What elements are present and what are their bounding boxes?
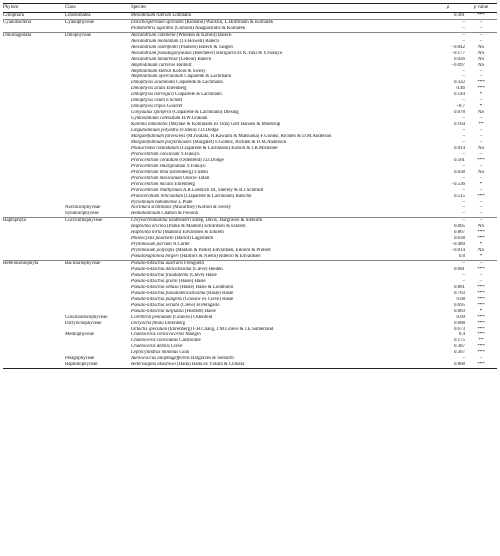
species-authority: (Ehrenberg) F.Stein bbox=[169, 169, 208, 175]
cell-rho: – bbox=[462, 356, 465, 362]
cell-rho: – bbox=[462, 163, 465, 169]
cell-p-value: – bbox=[479, 139, 483, 145]
cell-p-value: * bbox=[479, 254, 483, 260]
species-authority: Hargraves & Sieburth bbox=[190, 356, 234, 362]
cell-rho: 0.515 bbox=[453, 193, 465, 199]
species-authority: Lohmann bbox=[172, 12, 192, 18]
cell-p-value: – bbox=[479, 74, 483, 80]
species-authority: N.Carter bbox=[172, 242, 190, 248]
cell-rho: −0.014 bbox=[451, 248, 465, 254]
cell-p-value: – bbox=[467, 32, 497, 38]
cell-rho: – bbox=[462, 211, 465, 217]
species-name: Dolichospermum spiroides bbox=[131, 19, 184, 25]
species-name: Prorocentrum concavum bbox=[131, 151, 180, 157]
species-authority: (Manton & Parke) Edvardsen, Eikrem & Probert bbox=[175, 248, 271, 254]
species-name: Leptocylindrus minimus bbox=[131, 350, 179, 356]
cell-rho: 0.387 bbox=[453, 344, 465, 350]
species-name: Prymnesium parvum bbox=[131, 242, 172, 248]
species-name: Alexandrium tamarense bbox=[131, 56, 178, 62]
species-authority: (Cleve) H.Peragallo bbox=[180, 302, 220, 308]
cell-p-value: NS bbox=[477, 110, 485, 116]
species-name: Corethron pennatum bbox=[131, 314, 172, 320]
cell-phylum: Cyanobacteria bbox=[3, 19, 65, 25]
cell-p-value: – bbox=[479, 151, 483, 157]
species-authority: Ehrenberg bbox=[164, 320, 186, 326]
cell-class: Litostomatea bbox=[65, 12, 91, 18]
cell-p-value: *** bbox=[477, 86, 485, 92]
species-name: Chaetoceros convolutus bbox=[131, 338, 178, 344]
species-name: Pseudo-nitzschia seriata bbox=[131, 302, 180, 308]
cell-p-value: *** bbox=[477, 236, 485, 242]
cell-class: Mediophyceae bbox=[65, 332, 94, 338]
cell-p-value: *** bbox=[477, 296, 485, 302]
cell-rho: 0.014 bbox=[453, 145, 465, 151]
species-name: Pseudo-nitzschia fraudulenta bbox=[131, 272, 189, 278]
cell-p-value: *** bbox=[477, 332, 485, 338]
cell-p-value: – bbox=[479, 38, 483, 44]
cell-phylum bbox=[3, 362, 65, 368]
species-authority: Cleve bbox=[171, 344, 183, 350]
cell-class: Coccolithophyceae bbox=[65, 218, 131, 224]
species-name: Haptolina hirta bbox=[131, 230, 162, 236]
species-name: Alexandrium catenella bbox=[131, 32, 176, 38]
cell-p-value: NS bbox=[477, 169, 485, 175]
species-authority: L.Plate bbox=[178, 199, 193, 205]
species-authority: (Macartney) Kofoid & Swezy bbox=[172, 205, 232, 211]
cell-rho: – bbox=[431, 19, 467, 25]
cell-class: Raphidophyceae bbox=[65, 362, 131, 368]
species-name: Amphidinium klebsii bbox=[131, 68, 172, 74]
species-name: Chrysochromulina leadbeateri bbox=[131, 218, 191, 224]
species-authority: (Lebour) Balech bbox=[178, 56, 212, 62]
species-name: Alexandrium pseudogonyaulax bbox=[131, 50, 192, 56]
cell-p-value: *** bbox=[477, 193, 485, 199]
species-authority: Y.Fukuyo bbox=[186, 163, 206, 169]
cell-rho: – bbox=[462, 199, 465, 205]
cell-rho: 0.561 bbox=[453, 157, 465, 163]
cell-rho: 0.803 bbox=[453, 308, 465, 314]
species-authority: (F.Stein) J.D.Dodge bbox=[179, 128, 219, 134]
cell-rho: 0.4 bbox=[458, 332, 465, 338]
cell-phylum: Haptophyta bbox=[3, 218, 65, 224]
cell-class: Dinophyceae bbox=[65, 32, 131, 38]
cell-p-value: NS bbox=[477, 50, 485, 56]
cell-p-value: * bbox=[479, 92, 483, 98]
species-authority: (Grunow) Ostenfeld bbox=[172, 314, 213, 320]
cell-class: Dictyochophyceae bbox=[65, 320, 102, 326]
cell-p-value: – bbox=[479, 272, 483, 278]
species-authority: (Hariot) Lagerheim bbox=[175, 236, 214, 242]
cell-p-value: *** bbox=[477, 157, 485, 163]
species-name: Prorocentrum cordatum bbox=[131, 157, 179, 163]
cell-p-value: – bbox=[479, 199, 483, 205]
cell-p-value: – bbox=[479, 128, 483, 134]
table-row bbox=[3, 12, 497, 19]
species-authority: (Margalef) F.Gómez, Richlen & D.M.Anderson bbox=[192, 139, 287, 145]
species-name: Mesodinium rubrum bbox=[131, 12, 172, 18]
cell-p-value: NS bbox=[477, 248, 485, 254]
cell-rho: 0.381 bbox=[453, 12, 465, 18]
cell-rho: 0.867 bbox=[453, 230, 465, 236]
cell-p-value: NS bbox=[477, 44, 485, 50]
species-authority: (Hällfors & Niemi) Ribeiro & Edvardsen bbox=[180, 254, 261, 260]
species-name: Planktothrix agardhii bbox=[131, 25, 174, 31]
cell-p-value: – bbox=[479, 187, 483, 193]
species-authority: (J.F.Howell) Balech bbox=[179, 38, 219, 44]
species-name: Pseudo-nitzschia granii bbox=[131, 278, 178, 284]
cell-p-value: – bbox=[479, 278, 483, 284]
species-authority: (Ostenfeld) J.D.Dodge bbox=[179, 157, 224, 163]
cell-p-value: *** bbox=[477, 80, 485, 86]
cell-rho: – bbox=[462, 278, 465, 284]
header-species: Species bbox=[131, 4, 431, 13]
species-authority: (Cleve) Hasle bbox=[189, 272, 217, 278]
cell-rho: 0.638 bbox=[453, 236, 465, 242]
cell-class: Syndiniophyceae bbox=[65, 211, 99, 217]
cell-p-value: * bbox=[479, 242, 483, 248]
cell-p-value: – bbox=[467, 261, 497, 267]
cell-rho: 0.703 bbox=[453, 290, 465, 296]
species-name: Pseudo-nitzschia delicatissima bbox=[131, 266, 192, 272]
species-authority: Claparède & Lachmann bbox=[175, 92, 222, 98]
species-name: Prymnesium polylepis bbox=[131, 248, 175, 254]
species-name: Dinophysis ovum bbox=[131, 98, 165, 104]
species-name: Margalefidinium polykrikoides bbox=[131, 139, 192, 145]
species-name: Pyrodinium bahamense bbox=[131, 199, 178, 205]
table-body bbox=[3, 12, 497, 368]
header-p-letter: p bbox=[473, 5, 477, 10]
cell-p-value: NS bbox=[477, 62, 485, 68]
species-authority: Kofoid & Swezy bbox=[172, 68, 206, 74]
species-authority: (Cleve) Heiden bbox=[192, 266, 223, 272]
species-authority: Estep, Davis, Hargraves & Sieburth bbox=[192, 218, 263, 224]
cell-p-value: – bbox=[479, 175, 483, 181]
cell-p-value: – bbox=[479, 163, 483, 169]
species-name: Dinophysis acuminata bbox=[131, 80, 175, 86]
cell-rho: 0.367 bbox=[453, 350, 465, 356]
cell-p-value: *** bbox=[477, 344, 485, 350]
species-name: Gymnodinium catenatum bbox=[131, 116, 181, 122]
cell-rho: – bbox=[462, 187, 465, 193]
cell-p-value: *** bbox=[477, 350, 485, 356]
species-correlation-table bbox=[3, 3, 497, 369]
header-class: Class bbox=[65, 4, 131, 13]
cell-rho: – bbox=[462, 151, 465, 157]
cell-rho: 0.673 bbox=[453, 326, 465, 332]
cell-p-value: *** bbox=[477, 320, 485, 326]
cell-p-value: *** bbox=[477, 230, 485, 236]
cell-rho: 0.026 bbox=[453, 56, 465, 62]
cell-class: Bacillariophyceae bbox=[65, 261, 131, 267]
cell-rho: −0.536 bbox=[451, 181, 465, 187]
cell-rho: – bbox=[431, 218, 467, 224]
header-rho: ρ bbox=[431, 4, 467, 13]
cell-p-value: NS bbox=[477, 224, 485, 230]
species-authority: (Whedon & Kofoid) Balech bbox=[176, 32, 232, 38]
species-name: Dinophysis tripos bbox=[131, 104, 166, 110]
cell-rho: – bbox=[431, 32, 467, 38]
cell-rho: 0.175 bbox=[453, 338, 465, 344]
cell-rho: 0.881 bbox=[453, 284, 465, 290]
species-authority: F.Schütt bbox=[166, 98, 183, 104]
species-name: Heterosigma akashiwo bbox=[131, 362, 176, 368]
cell-p-value: NS bbox=[477, 56, 485, 62]
cell-p-value: *** bbox=[467, 362, 497, 368]
species-authority: Osorio-Tafall bbox=[183, 175, 210, 181]
cell-rho: – bbox=[462, 68, 465, 74]
cell-class: Noctilucophyceae bbox=[65, 205, 101, 211]
cell-p-value: ** bbox=[478, 338, 484, 344]
cell-p-value: – bbox=[479, 98, 483, 104]
species-name: Karenia mikimotoi bbox=[131, 122, 168, 128]
species-authority: (Klebahn) Wacklin, L.Hoffmann & Komárek bbox=[184, 19, 274, 25]
cell-rho: 0.695 bbox=[453, 302, 465, 308]
species-name: Aureococcus anophagefferens bbox=[131, 356, 190, 362]
cell-rho: −0.177 bbox=[451, 50, 465, 56]
species-name: Prorocentrum micans bbox=[131, 181, 174, 187]
cell-p-value: *** bbox=[477, 284, 485, 290]
cell-rho: 0.46 bbox=[456, 86, 465, 92]
species-name: Pseudo-nitzschia pungens bbox=[131, 296, 182, 302]
cell-p-value: *** bbox=[477, 266, 485, 272]
header-p-value: p value bbox=[467, 4, 497, 13]
cell-rho: −0.7 bbox=[456, 104, 465, 110]
species-authority: Claparède & Lachmann bbox=[176, 80, 223, 86]
cell-rho: – bbox=[462, 116, 465, 122]
cell-rho: 0.164 bbox=[453, 122, 465, 128]
species-name: Gonyaulax spinifera bbox=[131, 110, 172, 116]
cell-p-value: * bbox=[479, 181, 483, 187]
cell-rho: 0.038 bbox=[453, 169, 465, 175]
cell-rho: −0.042 bbox=[451, 44, 465, 50]
cell-p-value: * bbox=[479, 104, 483, 110]
species-authority: (Claparède & Lachmann) Kofoid & J.R.Michener bbox=[180, 145, 278, 151]
cell-p-value: *** bbox=[477, 314, 485, 320]
cell-p-value: * bbox=[479, 308, 483, 314]
cell-rho: −0.489 bbox=[451, 242, 465, 248]
cell-p-value: *** bbox=[477, 12, 485, 18]
species-authority: A.R.Loeblich III, Sherley & R.J.Schmidt bbox=[182, 187, 263, 193]
cell-rho: 0.144 bbox=[453, 92, 465, 98]
cell-class: Pelagophyceae bbox=[65, 356, 95, 362]
cell-rho: – bbox=[462, 38, 465, 44]
species-authority: (Grunow ex Cleve) Hasle bbox=[183, 296, 234, 302]
cell-p-value: – bbox=[479, 68, 483, 74]
cell-rho: – bbox=[431, 261, 467, 267]
species-authority: Gran bbox=[179, 350, 190, 356]
cell-phylum: Heterokontophyta bbox=[3, 261, 65, 267]
species-authority: Y.Fukuyo bbox=[180, 151, 200, 157]
cell-rho: 0.681 bbox=[453, 266, 465, 272]
species-name: Alexandrium monilatum bbox=[131, 38, 179, 44]
species-authority: Ehrenberg bbox=[174, 181, 195, 187]
cell-rho: 0.078 bbox=[453, 110, 465, 116]
species-name: Dinophysis norvegica bbox=[131, 92, 174, 98]
species-name: Octactis speculum bbox=[131, 326, 167, 332]
species-name: Noctiluca scintillans bbox=[131, 205, 172, 211]
species-name: Phalacroma rotundatum bbox=[131, 145, 179, 151]
cell-rho: 0.005 bbox=[453, 224, 465, 230]
species-authority: Gourret bbox=[166, 104, 183, 110]
cell-phylum: Ciliophora bbox=[3, 12, 24, 18]
species-name: Pseudohaptolina birgeri bbox=[131, 254, 179, 260]
cell-class: Cyanophyceae bbox=[65, 19, 131, 25]
species-authority: (Claparède & Lachmann) Diesing bbox=[172, 110, 239, 116]
cell-species bbox=[131, 12, 431, 19]
cell-rho: – bbox=[462, 128, 465, 134]
cell-rho: – bbox=[462, 139, 465, 145]
cell-p-value: *** bbox=[477, 290, 485, 296]
cell-rho: 0.8 bbox=[458, 254, 465, 260]
cell-rho: – bbox=[462, 205, 465, 211]
cell-rho: 0.68 bbox=[456, 296, 465, 302]
cell-rho: – bbox=[462, 175, 465, 181]
species-authority: (Biecheler) Horiguchi ex K.Yuki & Y.Fukuyo bbox=[192, 50, 283, 56]
species-authority: Mangin bbox=[185, 332, 201, 338]
species-name: Prorocentrum rhathymum bbox=[131, 187, 182, 193]
cell-p-value: NS bbox=[477, 145, 485, 151]
species-name: Pseudo-nitzschia australis bbox=[131, 261, 183, 267]
species-name: Haptolina ericina bbox=[131, 224, 166, 230]
table-header-row bbox=[3, 4, 497, 13]
species-name: Lingulodinium polyedra bbox=[131, 128, 179, 134]
species-name: Pseudo-nitzschia turgidula bbox=[131, 308, 184, 314]
species-name: Hematodinium bbox=[131, 211, 161, 217]
species-name: Phaeocystis pouchetii bbox=[131, 236, 174, 242]
species-authority: (Claparède & Lachmann) Bütschli bbox=[184, 193, 252, 199]
header-phylum: Phylum bbox=[3, 4, 65, 13]
species-authority: (Parke & Manton) Edvardsen & Eikrem bbox=[167, 224, 246, 230]
species-name: Chaetoceros debilis bbox=[131, 344, 170, 350]
species-authority: (M.Iwataki, H.Kawami & Matsuoka) F.Gómez, Richlen & D.M.Anderson bbox=[186, 134, 332, 140]
cell-p-value: – bbox=[479, 116, 483, 122]
cell-rho: 0.688 bbox=[453, 320, 465, 326]
species-authority: Hulburt bbox=[176, 62, 192, 68]
species-authority: (Paulsen) Balech & Tangen bbox=[179, 44, 233, 50]
cell-rho: – bbox=[462, 272, 465, 278]
cell-rho: – bbox=[462, 25, 465, 31]
cell-p-value: – bbox=[479, 356, 483, 362]
species-name: Prorocentrum emarginatum bbox=[131, 163, 186, 169]
species-authority: (Miyake & Kominami ex Oda) Gert Hansen & Moestrup bbox=[168, 122, 281, 128]
species-authority: (Gomont) Anagnostidis & Komárek bbox=[174, 25, 246, 31]
species-name: Pseudo-nitzschia obtusa bbox=[131, 284, 179, 290]
cell-rho: – bbox=[462, 74, 465, 80]
species-name: Amphidinium carterae bbox=[131, 62, 176, 68]
species-name: Prorocentrum mexicanum bbox=[131, 175, 182, 181]
cell-p-value: ** bbox=[478, 122, 484, 128]
cell-rho: 0.322 bbox=[453, 80, 465, 86]
cell-phylum: Dinoflagellata bbox=[3, 32, 65, 38]
species-name: Pseudo-nitzschia pseudodelicatissima bbox=[131, 290, 206, 296]
cell-p-value: – bbox=[479, 205, 483, 211]
species-authority: Ehrenberg bbox=[166, 86, 187, 92]
species-authority: (Ehrenberg) F.H.Chang, J.M.Grieve & J.E.Sutherland bbox=[168, 326, 274, 332]
cell-p-value: – bbox=[479, 211, 483, 217]
species-name: Dictyocha fibula bbox=[131, 320, 164, 326]
cell-class: Coscinodiscophyceae bbox=[65, 314, 108, 320]
cell-rho: – bbox=[462, 98, 465, 104]
species-name: Margalefidinium fulvescens bbox=[131, 134, 186, 140]
species-name: Protoceratium reticulatum bbox=[131, 193, 183, 199]
species-authority: (Manton) Edvardsen & Eikrem bbox=[162, 230, 224, 236]
species-name: Dinophysis acuta bbox=[131, 86, 166, 92]
cell-p-value: – bbox=[479, 25, 483, 31]
species-name: Amphidinium operculatum bbox=[131, 74, 184, 80]
species-authority: Frenguelli bbox=[184, 261, 205, 267]
table-row bbox=[3, 362, 497, 368]
species-authority: (Hustedt) Hasle bbox=[184, 308, 216, 314]
cell-rho: −0.097 bbox=[451, 62, 465, 68]
cell-p-value: – bbox=[467, 218, 497, 224]
cell-species bbox=[131, 362, 431, 368]
cell-p-value: – bbox=[467, 19, 497, 25]
cell-p-value: *** bbox=[477, 326, 485, 332]
species-name: Alexandrium ostenfeldii bbox=[131, 44, 178, 50]
species-authority: (Hasle) Hasle & Lundholm bbox=[179, 284, 234, 290]
species-name: Prorocentrum lima bbox=[131, 169, 169, 175]
cell-p-value: – bbox=[479, 134, 483, 140]
species-authority: Claparède & Lachmann bbox=[184, 74, 232, 80]
species-authority: Chatton & Poisson bbox=[161, 211, 199, 217]
species-authority: (Hasle) Hasle bbox=[206, 290, 234, 296]
species-authority: (Hasle) Hasle bbox=[178, 278, 206, 284]
cell-rho: – bbox=[462, 134, 465, 140]
species-authority: (Hada) Hada ex Y.Hara & Chihara bbox=[177, 362, 245, 368]
cell-rho: 0.868 bbox=[431, 362, 467, 368]
species-name: Chaetoceros concavicornis bbox=[131, 332, 185, 338]
species-authority: H.W.Graham bbox=[181, 116, 208, 122]
cell-rho: 0.69 bbox=[456, 314, 465, 320]
cell-p-value: *** bbox=[477, 302, 485, 308]
species-authority: Castracane bbox=[179, 338, 201, 344]
